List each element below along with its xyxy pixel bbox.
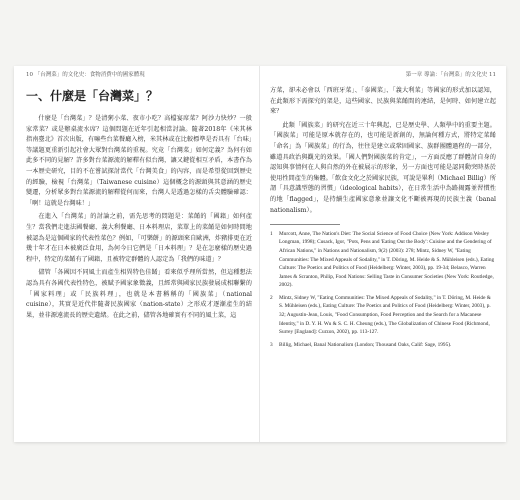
footnote <box>270 341 496 350</box>
footnote <box>270 230 496 290</box>
book-spread <box>14 66 506 442</box>
left-page <box>26 66 252 442</box>
footnote-rule <box>270 224 340 225</box>
footnote-number: 3 <box>270 341 273 348</box>
footnote-number: 2 <box>270 294 273 301</box>
right-paragraph-1: 方菜，卻未必會以「西班牙菜」、「泰國菜」、「義大利菜」等國家的形式加以認知，在此類形下需探究的架是，這些國家、民族與菜餚間的連結，是何時、如何建立起來？ <box>270 87 496 116</box>
footnote-text: Murcott, Anne, The Nation's Diet: The Social Science of Food Choice (New York: Addison Wesley Longman, 1998); Cusack, Igor, "Pots, Pens and 'Eating Out the Body': Cuisine and the Gendering of African Nations," in Nations and Nationalism, 9(2) (2003): 278; Mintz, Sidney W, "Eating Communities: The Mixed Appeals of Sodality," in T. Döring, M. Heide & S. Mühleisen (eds.), Eating Culture: The Poetics and Politics of Food (Heidelberg: Winter, 2003), pp. 19-34; Belasco, Warren James & Scranton, Philip, Food Nations: Selling Taste in Consumer Societies (New York: Routledge, 2002). <box>279 230 495 289</box>
footnote <box>270 294 496 337</box>
page-gutter <box>259 66 260 442</box>
left-running-head: 10 「台灣菜」的文化史：食物消費中的國家體現 <box>26 72 145 78</box>
footnote-text: Mintz, Sidney W, "Eating Communities: The Mixed Appeals of Sodality," in T. Döring, M. Heide & S. Mühleisen (eds.), Eating Culture: The Poetics and Politics of Food (Heidelberg: Winter, 2003), p. 32; Augustin-Jean, Louis, "Food Consumption, Food Perception and the Search for a Macanese Identity," in D. Y. H. Wu & S. C. H. Cheung (eds.), The Globalization of Chinese Food (Richmond, Surrey [England]: Curzon, 2002), pp. 113-127. <box>279 294 491 336</box>
right-page <box>270 66 496 442</box>
right-paragraph-2: 此類「國族菜」的研究在近三十年興起，已是歷史學、人類學中的重要主題。「國族菜」可能是原本就存在的，也可能是新創的，無論何種方式，將特定菜餚「命名」為「國族菜」的行為，往往是建立或鞏固國家、族群團體過程的一部分，雖道具政治與觀光的效果。「國人們對國族菜的肯定」，一方面反應了群體討自身的認知與事情何在人與自然的外在被展示的形象，另一方面也可能是認同動突時基於使用性間產生的集體。「飲食文化之於國家民族，可說是畢利（Michael Billig）所謂「具意識型態的習慣」（ideological habits），在日常生活中為路揭露並習慣性的地「flagged」，是持續生產國家意象並讓文化不斷被再現的民族主義（banal nationalism）。 <box>270 121 496 214</box>
footnote-number: 1 <box>270 230 273 237</box>
section-title: 一、什麼是「台灣菜」？ <box>26 89 159 103</box>
right-page-content <box>270 86 496 353</box>
left-page-content <box>26 88 252 324</box>
right-running-head: 第一章 導論：「台灣菜」的文化史 11 <box>405 72 496 78</box>
left-paragraph-2: 在進入「台灣菜」的討論之前，需先思考的問題是：菜餚的「國籍」如何產生？當我們走進法國餐廳、義大利餐廳、日本料理店，菜單上的菜餚是如何時間地被認為是這個國家的代表性菜色？例如，「可樂餅」的源頭來自歐洲，炸豬排更在近幾十年才在日本被廣泛食用，為何今日它們是「日本料理」？是在怎麼樣的歷史過程中，特定的菜餚有了國籍，且被特定群體的人認定為「我們的味道」？ <box>26 213 252 263</box>
left-paragraph-3: 儘管「各國因不同風土而產生相異特色佳餚」看來似乎理所當然，但這種想法認為具有各國代表性特色，被賦予國家象徵義，且經常與國家民族發展成相聯繫的「國家料理」或「民族料理」，也就是本書稱稱的「國族菜」（national cuisine），其實是近代伴隨著民族國家（nation-state）之形成才逐漸產生的結果，並非源遠流長的歷史遺緒。在此之前，儘管各地確實有不同的風土菜，這 <box>26 269 252 319</box>
footnote-text: Billig, Michael, Banal Nationalism (London; Thousand Oaks, Calif: Sage, 1995). <box>279 341 452 348</box>
left-paragraph-1: 什麼是「台灣菜」？是清粥小菜、夜市小吃？高檔宴席菜？阿沙力快炒？一般家常菜？或是辦桌流水席？這個問題在近年引起相當討論。隨著2018年《米其林指南臺北》首次出版，有嘛些台菜餐廳入榜，米其林或在比較標準是否具有「台味」等議題更重新引起社會大眾對台灣菜的重視。究竟「台灣菜」如何定義？為何有如此多不同的見解？許多對台菜源流的解釋有似台灣，讓又鍵從相互矛盾，本書作為一本歷史研究，目的不在嘗試探討當代「台灣美食」的內容，而是希望從回到歷史的經驗，檢視「台灣菜」（Taiwanese cuisine）這個概念的源頭與其意涵的歷史變遷，分析眾多對台菜源流的解釋從何而來，台灣人是透過怎樣的舌尖體驗確認：「啊！這就是台灣味！」 <box>26 115 252 207</box>
